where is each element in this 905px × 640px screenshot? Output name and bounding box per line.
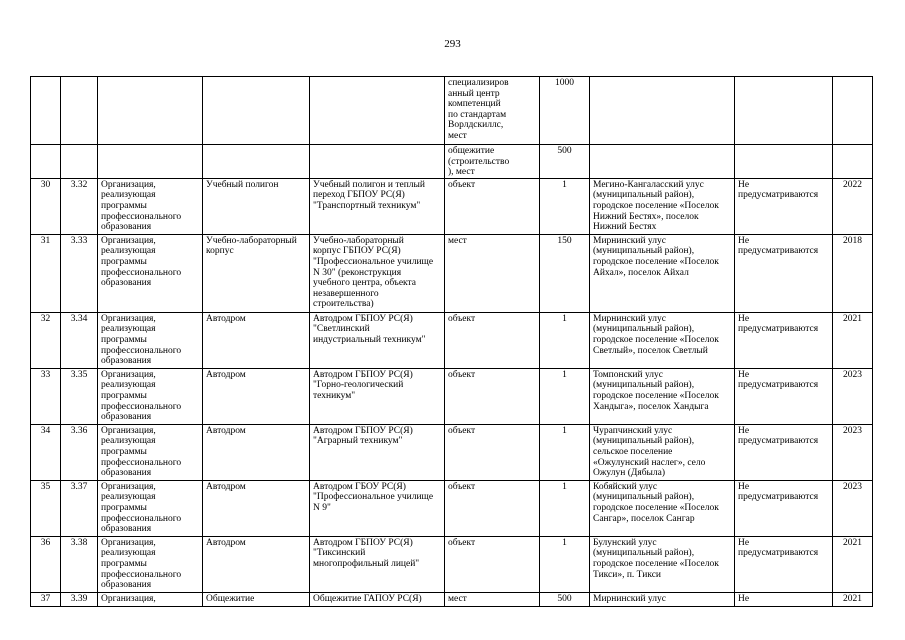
organization-cell: Организация, (98, 592, 203, 606)
row-number: 32 (31, 312, 61, 368)
row-number: 30 (31, 178, 61, 234)
row-number: 34 (31, 424, 61, 480)
unit-cell: объект (445, 368, 540, 424)
zones-cell: Не предусматриваются (735, 368, 833, 424)
year-cell: 2022 (833, 178, 873, 234)
table-row (31, 536, 873, 592)
year-cell: 2023 (833, 424, 873, 480)
location-cell: Мирнинский улус (590, 592, 735, 606)
zones-cell: Не предусматриваются (735, 424, 833, 480)
continuation-row (31, 77, 873, 145)
zones-cell: Не предусматриваются (735, 536, 833, 592)
table-row (31, 312, 873, 368)
organization-cell: Организация, реализующая программы профессионального образования (98, 480, 203, 536)
value-cell: 500 (540, 592, 590, 606)
organization-cell: Организация, реализующая программы профессионального образования (98, 178, 203, 234)
object-type-cell: Автодром (203, 312, 310, 368)
value-cell: 1 (540, 312, 590, 368)
object-name-cell: Автодром ГБПОУ РС(Я) "Горно-геологический техникум" (310, 368, 445, 424)
unit-cell: специализиров анный центр компетенций по стандартам Ворлдскиллс, мест (445, 77, 540, 145)
unit-cell: общежитие (строительство ), мест (445, 145, 540, 179)
location-cell: Томпонский улус (муниципальный район), городское поселение «Поселок Хандыга», поселок Хандыга (590, 368, 735, 424)
table-row (31, 234, 873, 312)
value-cell: 1000 (540, 77, 590, 145)
object-type-cell: Автодром (203, 368, 310, 424)
year-cell: 2023 (833, 480, 873, 536)
object-name-cell: Учебно-лабораторный корпус ГБПОУ РС(Я) "Профессиональное училище N 30" (реконструкция учебного центра, объекта незавершенного строительства) (310, 234, 445, 312)
table-row (31, 424, 873, 480)
continuation-row (31, 145, 873, 179)
item-code: 3.34 (61, 312, 98, 368)
item-code: 3.32 (61, 178, 98, 234)
item-code: 3.33 (61, 234, 98, 312)
item-code: 3.35 (61, 368, 98, 424)
object-type-cell: Автодром (203, 424, 310, 480)
organization-cell: Организация, реализующая программы профессионального образования (98, 312, 203, 368)
zones-cell: Не предусматриваются (735, 234, 833, 312)
item-code: 3.36 (61, 424, 98, 480)
unit-cell: объект (445, 536, 540, 592)
organization-cell: Организация, реализующая программы профессионального образования (98, 536, 203, 592)
value-cell: 150 (540, 234, 590, 312)
year-cell: 2023 (833, 368, 873, 424)
object-name-cell: Учебный полигон и теплый переход ГБПОУ РС(Я) "Транспортный техникум" (310, 178, 445, 234)
location-cell: Чурапчинский улус (муниципальный район), сельское поселение «Ожулунский наслег», село Ожулун (Дябыла) (590, 424, 735, 480)
unit-cell: объект (445, 424, 540, 480)
zones-cell: Не предусматриваются (735, 480, 833, 536)
object-name-cell: Автодром ГБОУ РС(Я) "Профессиональное училище N 9" (310, 480, 445, 536)
organization-cell: Организация, реализующая программы профессионального образования (98, 234, 203, 312)
organization-cell: Организация, реализующая программы профессионального образования (98, 368, 203, 424)
table-row (31, 368, 873, 424)
value-cell: 1 (540, 368, 590, 424)
unit-cell: объект (445, 480, 540, 536)
table-row (31, 592, 873, 606)
page-number: 293 (444, 38, 461, 50)
unit-cell: мест (445, 234, 540, 312)
value-cell: 1 (540, 424, 590, 480)
object-name-cell: Автодром ГБПОУ РС(Я) "Аграрный техникум" (310, 424, 445, 480)
year-cell: 2021 (833, 312, 873, 368)
zones-cell: Не предусматриваются (735, 178, 833, 234)
row-number: 37 (31, 592, 61, 606)
value-cell: 1 (540, 536, 590, 592)
table-row (31, 178, 873, 234)
value-cell: 1 (540, 178, 590, 234)
location-cell: Булунский улус (муниципальный район), городское поселение «Поселок Тикси», п. Тикси (590, 536, 735, 592)
item-code: 3.39 (61, 592, 98, 606)
unit-cell: мест (445, 592, 540, 606)
object-name-cell: Автодром ГБПОУ РС(Я) "Светлинский индустриальный техникум" (310, 312, 445, 368)
year-cell: 2018 (833, 234, 873, 312)
row-number: 31 (31, 234, 61, 312)
organization-cell: Организация, реализующая программы профессионального образования (98, 424, 203, 480)
object-name-cell: Общежитие ГАПОУ РС(Я) (310, 592, 445, 606)
year-cell: 2021 (833, 592, 873, 606)
row-number: 35 (31, 480, 61, 536)
objects-table (30, 76, 873, 607)
value-cell: 1 (540, 480, 590, 536)
object-name-cell: Автодром ГБПОУ РС(Я) "Тиксинский многопрофильный лицей" (310, 536, 445, 592)
item-code: 3.37 (61, 480, 98, 536)
object-type-cell: Автодром (203, 480, 310, 536)
location-cell: Мирнинский улус (муниципальный район), городское поселение «Поселок Светлый», поселок Светлый (590, 312, 735, 368)
table-row (31, 480, 873, 536)
object-type-cell: Учебный полигон (203, 178, 310, 234)
object-type-cell: Общежитие (203, 592, 310, 606)
item-code: 3.38 (61, 536, 98, 592)
unit-cell: объект (445, 178, 540, 234)
value-cell: 500 (540, 145, 590, 179)
object-type-cell: Автодром (203, 536, 310, 592)
zones-cell: Не предусматриваются (735, 312, 833, 368)
location-cell: Мирнинский улус (муниципальный район), городское поселение «Поселок Айхал», поселок Айхал (590, 234, 735, 312)
location-cell: Мегино-Кангаласский улус (муниципальный район), городское поселение «Поселок Нижний Бестях», поселок Нижний Бестях (590, 178, 735, 234)
row-number: 36 (31, 536, 61, 592)
zones-cell: Не (735, 592, 833, 606)
location-cell: Кобяйский улус (муниципальный район), городское поселение «Поселок Сангар», поселок Сангар (590, 480, 735, 536)
object-type-cell: Учебно-лабораторный корпус (203, 234, 310, 312)
year-cell: 2021 (833, 536, 873, 592)
row-number: 33 (31, 368, 61, 424)
unit-cell: объект (445, 312, 540, 368)
